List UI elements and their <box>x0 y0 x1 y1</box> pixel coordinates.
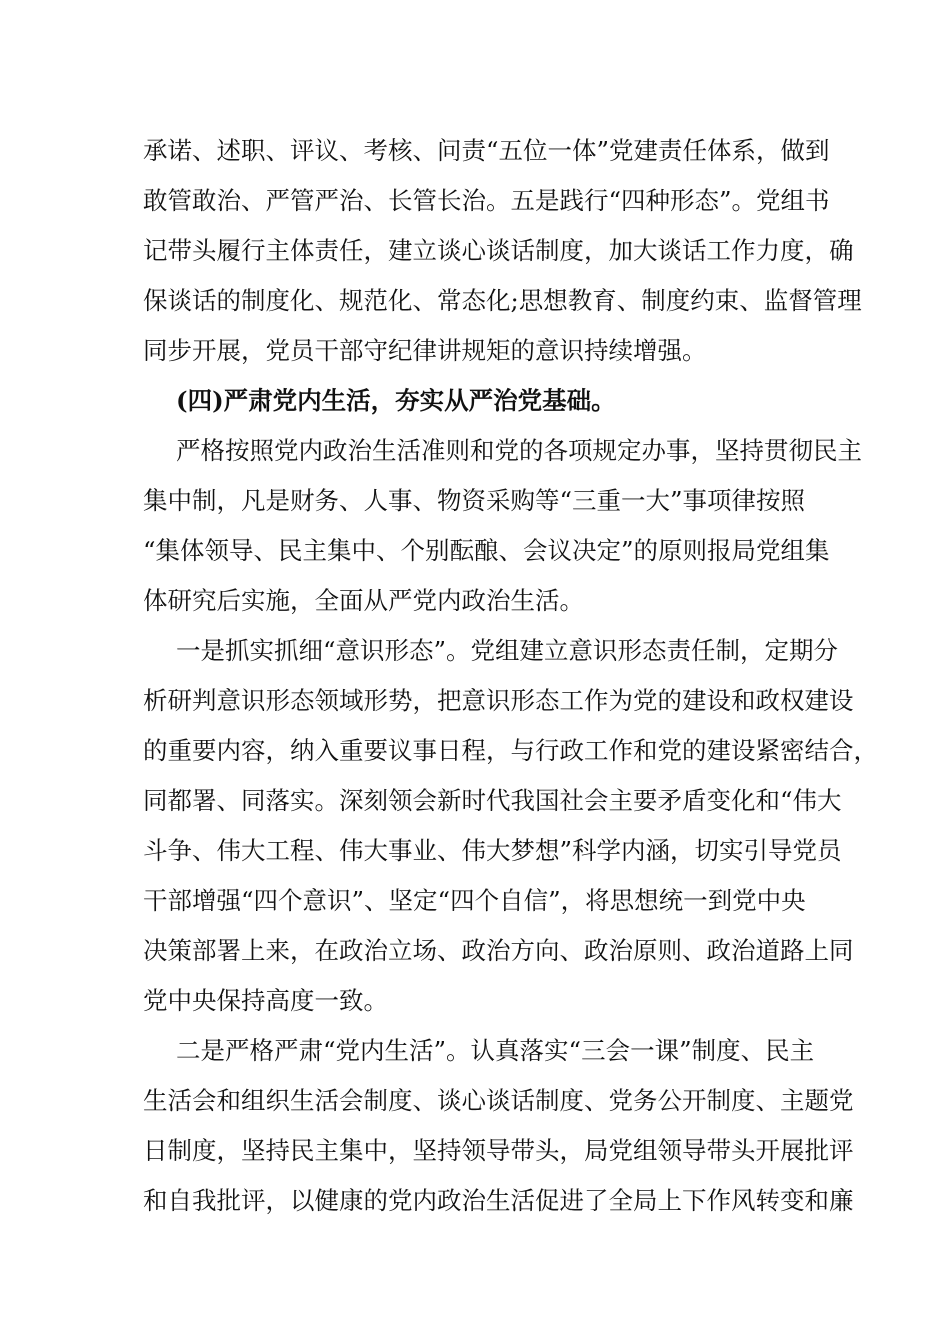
text-line: 集中制，凡是财务、人事、物资采购等“三重一大”事项律按照 <box>143 486 806 515</box>
text-line: 体研究后实施，全面从严党内政治生活。 <box>143 586 584 615</box>
text-line: 和自我批评，以健康的党内政治生活促进了全局上下作风转变和廉 <box>143 1186 854 1215</box>
text-line: 干部增强“四个意识”、坚定“四个自信”，将思想统一到党中央 <box>143 886 806 915</box>
text-line: “集体领导、民主集中、个别酝酿、会议决定”的原则报局党组集 <box>143 536 830 565</box>
text-line: 决策部署上来，在政治立场、政治方向、政治原则、政治道路上同 <box>143 936 854 965</box>
text-line: 同步开展，党员干部守纪律讲规矩的意识持续增强。 <box>143 336 707 365</box>
text-line: 析研判意识形态领域形势，把意识形态工作为党的建设和政权建设 <box>143 686 854 715</box>
text-line: 斗争、伟大工程、伟大事业、伟大梦想”科学内涵，切实引导党员 <box>143 836 842 865</box>
text-line: 的重要内容，纳入重要议事日程，与行政工作和党的建设紧密结合， <box>143 736 878 765</box>
text-line: 生活会和组织生活会制度、谈心谈话制度、党务公开制度、主题党 <box>143 1086 854 1115</box>
text-line: 日制度，坚持民主集中，坚持领导带头，局党组领导带头开展批评 <box>143 1136 854 1165</box>
section-heading: (四)严肃党内生活，夯实从严治党基础。 <box>176 386 616 415</box>
text-line: 党中央保持高度一致。 <box>143 986 388 1015</box>
text-line: 一是抓实抓细“意识形态”。党组建立意识形态责任制，定期分 <box>176 636 839 665</box>
text-line: 二是严格严肃“党内生活”。认真落实“三会一课”制度、民主 <box>176 1036 815 1065</box>
text-line: 保谈话的制度化、规范化、常态化;思想教育、制度约束、监督管理 <box>143 286 862 315</box>
text-line: 同都署、同落实。深刻领会新时代我国社会主要矛盾变化和“伟大 <box>143 786 842 815</box>
text-line: 敢管敢治、严管严治、长管长治。五是践行“四种形态”。党组书 <box>143 186 830 215</box>
text-line: 严格按照党内政治生活准则和党的各项规定办事，坚持贯彻民主 <box>176 436 862 465</box>
text-line: 记带头履行主体责任，建立谈心谈话制度，加大谈话工作力度，确 <box>143 236 854 265</box>
text-line: 承诺、述职、评议、考核、问责“五位一体”党建责任体系，做到 <box>143 136 830 165</box>
